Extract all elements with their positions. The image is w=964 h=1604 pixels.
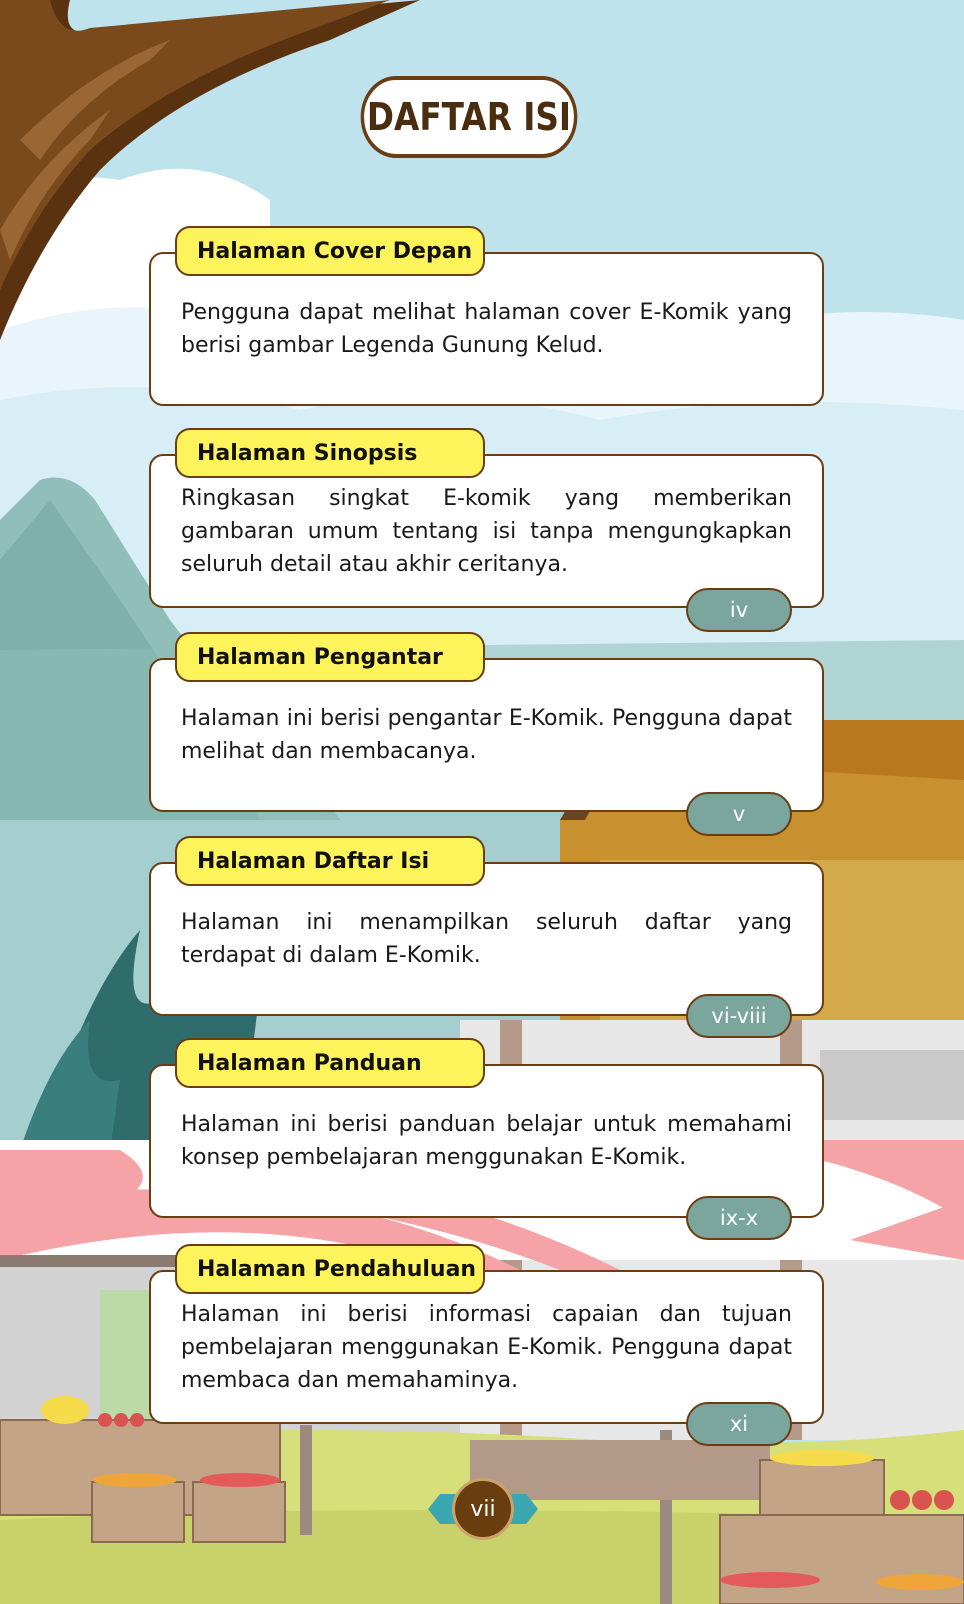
entry-description: Halaman ini berisi pengantar E-Komik. Pengguna dapat melihat dan membacanya.	[181, 706, 792, 764]
entry-title-tag[interactable]: Halaman Cover Depan	[175, 226, 485, 276]
entry-description: Pengguna dapat melihat halaman cover E-Komik yang berisi gambar Legenda Gunung Kelud.	[181, 300, 792, 358]
entry-description: Halaman ini menampilkan seluruh daftar yang terdapat di dalam E-Komik.	[181, 910, 792, 968]
page-number-badge[interactable]: v	[686, 792, 792, 836]
entry-description: Halaman ini berisi informasi capaian dan tujuan pembelajaran menggunakan E-Komik. Pengguna dapat membaca dan memahaminya.	[181, 1301, 792, 1393]
entry-title-tag[interactable]: Halaman Pendahuluan	[175, 1244, 485, 1294]
page-number-badge[interactable]: ix-x	[686, 1196, 792, 1240]
page-number-badge[interactable]: vi-viii	[686, 994, 792, 1038]
entry-title-tag[interactable]: Halaman Daftar Isi	[175, 836, 485, 886]
page-title: DAFTAR ISI	[361, 76, 578, 158]
entry-title-tag[interactable]: Halaman Pengantar	[175, 632, 485, 682]
entry-title-tag[interactable]: Halaman Panduan	[175, 1038, 485, 1088]
entry-description: Halaman ini berisi panduan belajar untuk memahami konsep pembelajaran menggunakan E-Komik.	[181, 1112, 792, 1170]
entry-title-tag[interactable]: Halaman Sinopsis	[175, 428, 485, 478]
page-number-badge[interactable]: xi	[686, 1402, 792, 1446]
entry-description: Ringkasan singkat E-komik yang memberikan gambaran umum tentang isi tanpa mengungkapkan seluruh detail atau akhir ceritanya.	[181, 485, 792, 577]
page-number-badge[interactable]: iv	[686, 588, 792, 632]
page-number: vii	[452, 1478, 514, 1540]
